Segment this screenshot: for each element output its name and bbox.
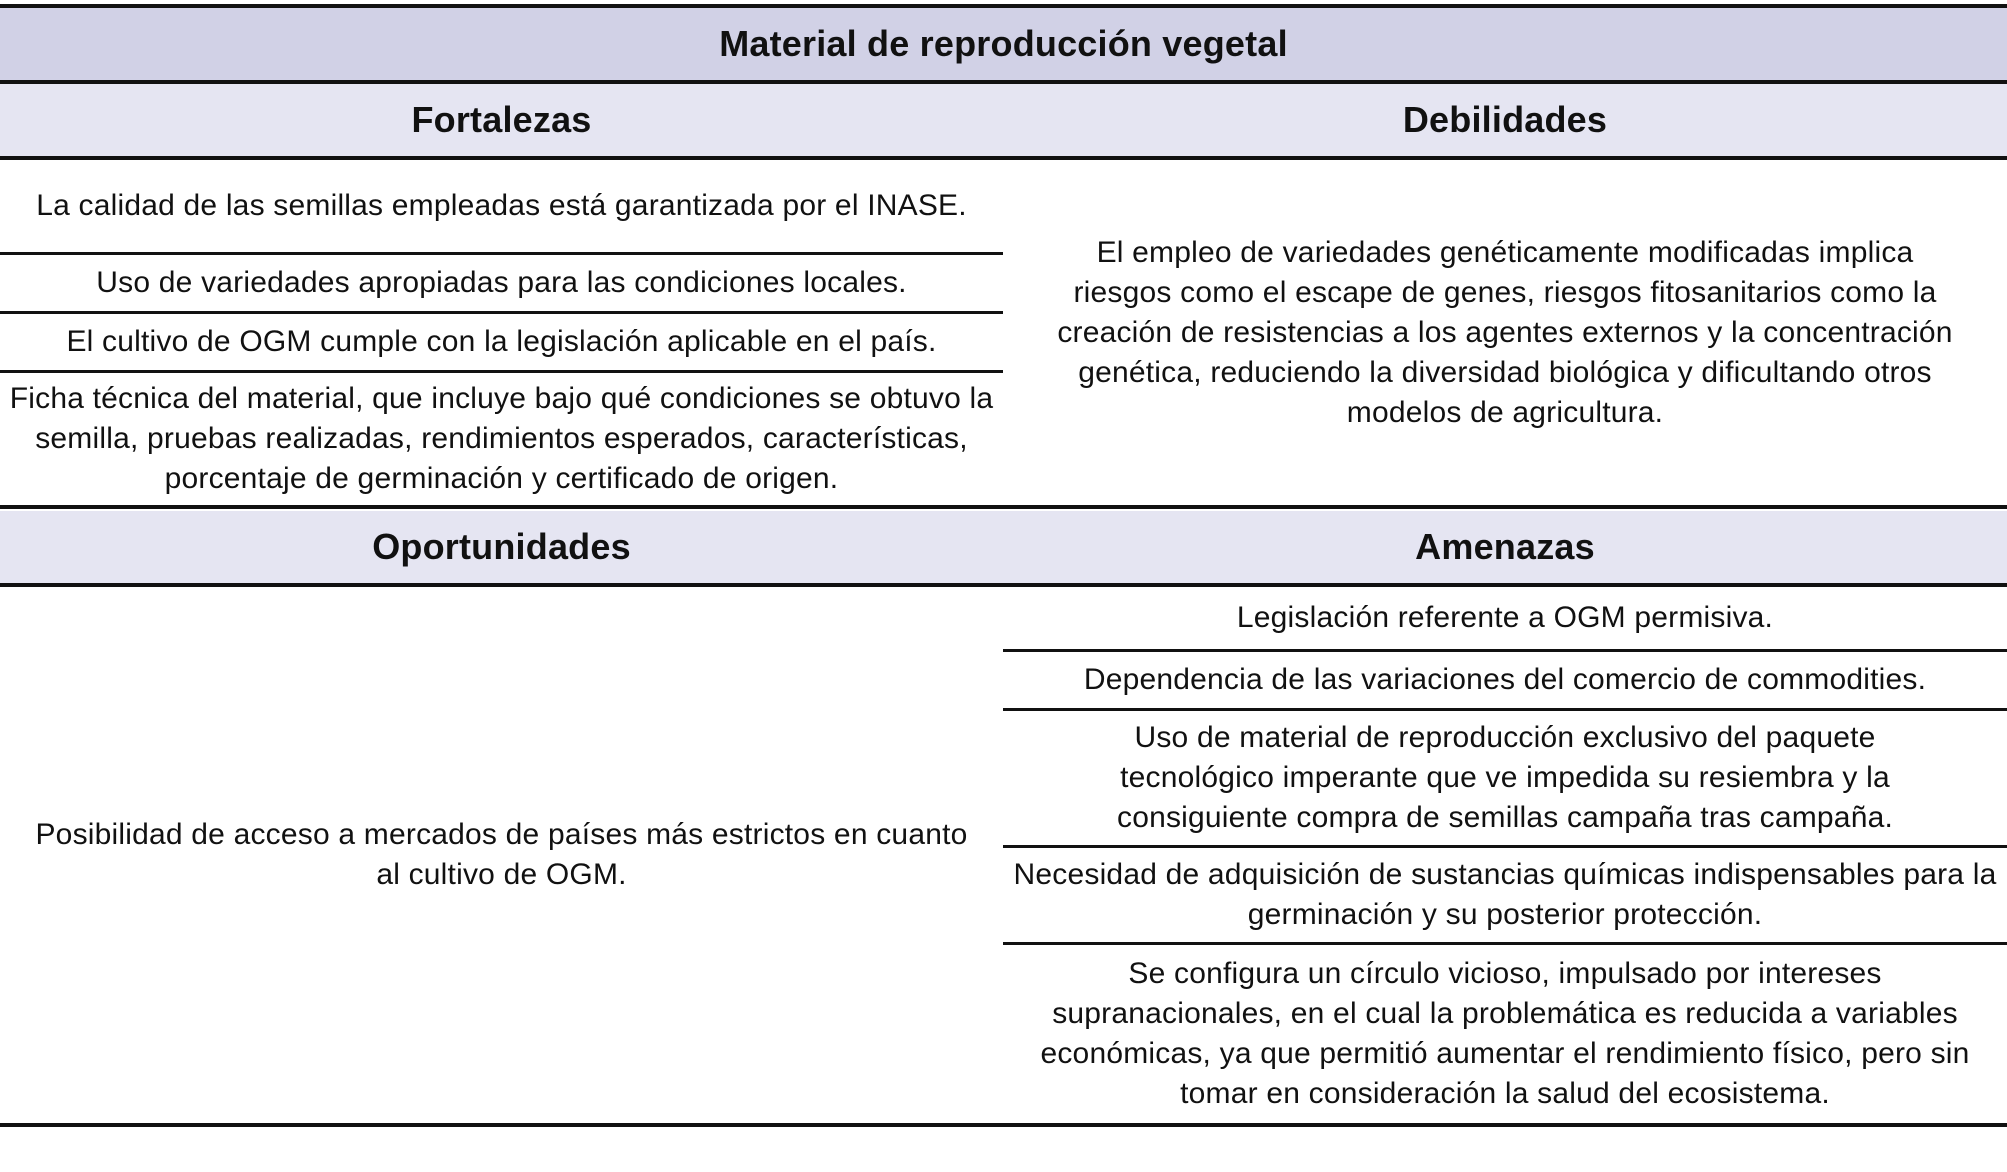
fortaleza-item <box>0 160 1003 252</box>
amenaza-item <box>1003 711 2007 845</box>
rule-bottom <box>0 1123 2007 1127</box>
amenaza-text: Dependencia de las variaciones del comercio de commodities. <box>1083 663 1927 696</box>
header-oportunidades: Oportunidades <box>372 526 631 567</box>
debilidad-text: El empleo de variedades genéticamente modificadas implica riesgos como el escape de genes, riesgos fitosanitarios como la creación de resistencias a los agentes externos y la concentración genética, reduciendo la diversidad biológica y dificultando otros modelos de agricultura. <box>1057 235 1953 429</box>
oportunidad-item <box>0 587 1003 1123</box>
rule <box>0 505 2007 509</box>
fortaleza-text: El cultivo de OGM cumple con la legislación aplicable en el país. <box>66 325 937 358</box>
fortaleza-text: La calidad de las semillas empleadas está garantizada por el INASE. <box>36 189 967 222</box>
rule-top <box>0 4 2007 8</box>
amenaza-item <box>1003 945 2007 1123</box>
oportunidad-text: Posibilidad de acceso a mercados de países más estrictos en cuanto al cultivo de OGM. <box>35 818 968 891</box>
amenaza-text: Necesidad de adquisición de sustancias químicas indispensables para la germinación y su posterior protección. <box>1013 858 1997 931</box>
amenaza-text: Se configura un círculo vicioso, impulsado por intereses supranacionales, en el cual la problemática es reducida a variables económicas, ya que permitió aumentar el rendimiento físico, pero sin tomar en consideración la salud del ecosistema. <box>1040 957 1970 1110</box>
amenaza-item <box>1003 652 2007 708</box>
header-fortalezas: Fortalezas <box>411 99 592 140</box>
fortaleza-item <box>0 255 1003 311</box>
fortaleza-text: Ficha técnica del material, que incluye bajo qué condiciones se obtuvo la semilla, pruebas realizadas, rendimientos esperados, características, porcentaje de germinación y certificado de origen. <box>9 382 994 495</box>
fortaleza-item <box>0 373 1003 505</box>
fortaleza-item <box>0 314 1003 370</box>
fortaleza-text: Uso de variedades apropiadas para las condiciones locales. <box>96 266 907 299</box>
rule <box>0 583 2007 587</box>
amenaza-text: Legislación referente a OGM permisiva. <box>1236 601 1774 634</box>
table-title: Material de reproducción vegetal <box>719 23 1288 64</box>
rule <box>0 80 2007 84</box>
debilidad-item <box>1003 160 2007 505</box>
rule <box>0 156 2007 160</box>
amenaza-text: Uso de material de reproducción exclusivo del paquete tecnológico imperante que ve impedida su resiembra y la consiguiente compra de semillas campaña tras campaña. <box>1117 721 1893 834</box>
header-debilidades: Debilidades <box>1402 99 1608 140</box>
amenaza-item <box>1003 587 2007 649</box>
amenaza-item <box>1003 848 2007 942</box>
header-amenazas: Amenazas <box>1415 526 1595 567</box>
